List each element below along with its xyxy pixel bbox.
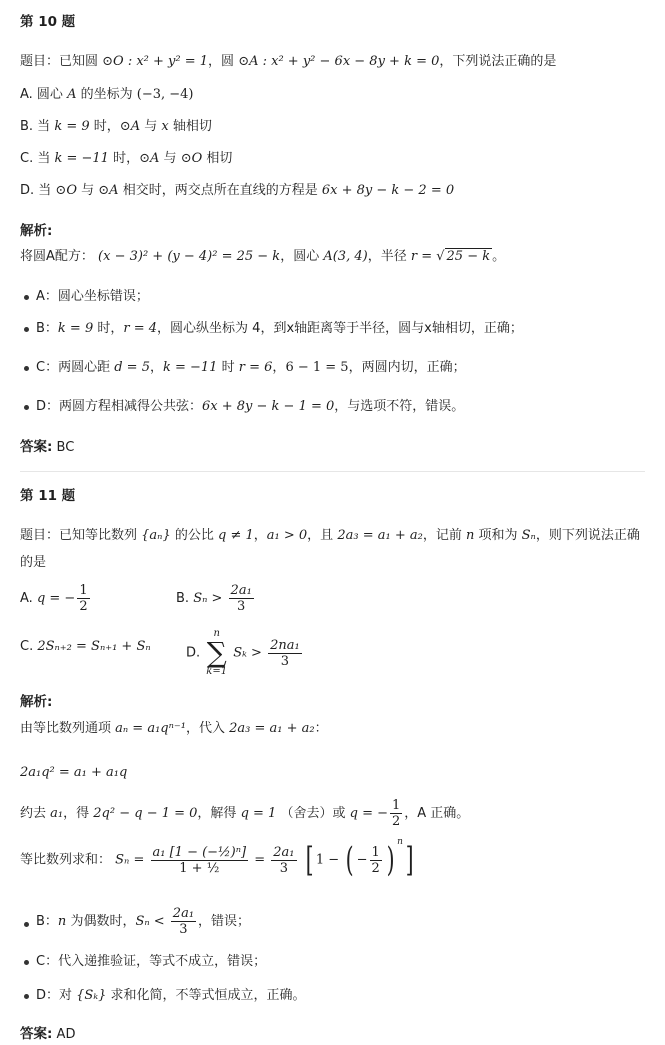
fraction: $\frac{\text{a₁ [1 − (−½)ⁿ]}}{\text{1 + ½}}$ xyxy=(152,844,247,876)
left-paren: ( xyxy=(345,840,354,880)
q11-option-b: B. Sₙ > $\frac{\text{2a₁}}{3}$ xyxy=(176,583,252,614)
q10-analysis-line: 将圆A配方： (x − 3)² + (y − 4)² = 25 − k，圆心 A(3, 4)，半径 r = √ 25 − k 。 xyxy=(20,249,506,264)
q11-bullet-c: C：代入递推验证，等式不成立，错误； xyxy=(36,954,267,969)
fraction: $\frac{\text{2a₁}}{3}$ xyxy=(172,906,195,937)
q10-bullet-d: D：两圆方程相减得公共弦：6x + 8y − k − 1 = 0，与选项不符，错误。 xyxy=(36,399,465,414)
left-bracket: [ xyxy=(305,840,314,880)
right-bracket: ] xyxy=(405,840,414,880)
q11-option-d: D. n ∑ k=1 Sₖ > $\frac{\text{2na₁}}{3}$ xyxy=(186,628,300,677)
fraction: $\frac{1}{2}$ xyxy=(392,798,401,829)
q10-answer: 答案: BC xyxy=(20,439,75,455)
fraction: $\frac{1}{2}$ xyxy=(371,844,380,876)
q10-option-d: D. 当 ⊙O 与 ⊙A 相交时，两交点所在直线的方程是 6x + 8y − k − 2 = 0 xyxy=(20,183,455,198)
q11-analysis-line3: 约去 a₁，得 2q² − q − 1 = 0，解得 q = 1 （舍去）或 q = − $\frac{1}{2}$ ，A 正确。 xyxy=(20,798,470,829)
q11-analysis-line4: 等比数列求和： Sₙ = $\frac{\text{a₁ [1 − (−½)ⁿ]}}{\text{1 + ½}}$ = $\frac{\text{2a₁}}{3}$ [ 1 − ( − $\frac{1}{2}$ ) $^n$] xyxy=(20,837,414,880)
bullet-dot xyxy=(24,366,29,371)
q10-bullet-b: B：k = 9 时，r = 4，圆心纵坐标为 4，到x轴距离等于半径，圆与x轴相切，正确； xyxy=(36,321,523,336)
q11-analysis-line2: 2a₁q² = a₁ + a₁q xyxy=(20,765,128,780)
bullet-dot xyxy=(24,327,29,332)
bullet-dot xyxy=(24,922,29,927)
fraction: $\frac{\text{2a₁}}{3}$ xyxy=(230,583,252,614)
bullet-dot xyxy=(24,994,29,999)
q11-option-a: A. q = − $\frac{1}{2}$ xyxy=(20,583,88,614)
q10-heading: 第 10 题 xyxy=(20,14,76,30)
fraction: $\frac{\text{2a₁}}{3}$ xyxy=(273,844,295,876)
q10-bullet-a: A：圆心坐标错误； xyxy=(36,289,149,304)
q10-bullet-c: C：两圆心距 d = 5，k = −11 时 r = 6，6 − 1 = 5，两圆内切，正确； xyxy=(36,360,466,375)
q10-option-b: B. 当 k = 9 时，⊙A 与 x 轴相切 xyxy=(20,119,212,134)
q11-heading: 第 11 题 xyxy=(20,488,76,504)
q11-analysis-line1: 由等比数列通项 aₙ = a₁qⁿ⁻¹，代入 2a₃ = a₁ + a₂： xyxy=(20,721,328,736)
right-paren: ) xyxy=(386,840,395,880)
q11-answer: 答案: AD xyxy=(20,1026,76,1042)
q10-option-c: C. 当 k = −11 时，⊙A 与 ⊙O 相切 xyxy=(20,151,233,166)
q11-option-c: C. 2Sₙ₊₂ = Sₙ₊₁ + Sₙ xyxy=(20,639,151,654)
bullet-dot xyxy=(24,960,29,965)
fraction: $\frac{1}{2}$ xyxy=(79,583,88,614)
q11-bullet-b: B：n 为偶数时，Sₙ < $\frac{\text{2a₁}}{3}$ ，错误； xyxy=(36,906,251,937)
section-divider xyxy=(20,471,645,472)
q11-analysis-label: 解析: xyxy=(20,694,53,710)
summation: n ∑ k=1 xyxy=(206,628,228,677)
q11-stem: 题目：已知等比数列 {aₙ} 的公比 q ≠ 1，a₁ > 0，且 2a₃ = a₁ + a₂，记前 n 项和为 Sₙ，则下列说法正确 xyxy=(20,528,640,543)
q11-bullet-d: D：对 {Sₖ} 求和化简，不等式恒成立，正确。 xyxy=(36,988,306,1003)
fraction: $\frac{\text{2na₁}}{3}$ xyxy=(270,637,300,669)
q10-option-a: A. 圆心 A 的坐标为 (−3, −4) xyxy=(20,87,194,102)
q10-analysis-label: 解析: xyxy=(20,223,53,239)
sqrt-sign: √ xyxy=(436,249,445,264)
bullet-dot xyxy=(24,295,29,300)
q10-stem: 题目：已知圆 ⊙O : x² + y² = 1，圆 ⊙A : x² + y² − 6x − 8y + k = 0，下列说法正确的是 xyxy=(20,54,557,69)
q11-stem-line2: 的是 xyxy=(20,555,47,570)
bullet-dot xyxy=(24,405,29,410)
